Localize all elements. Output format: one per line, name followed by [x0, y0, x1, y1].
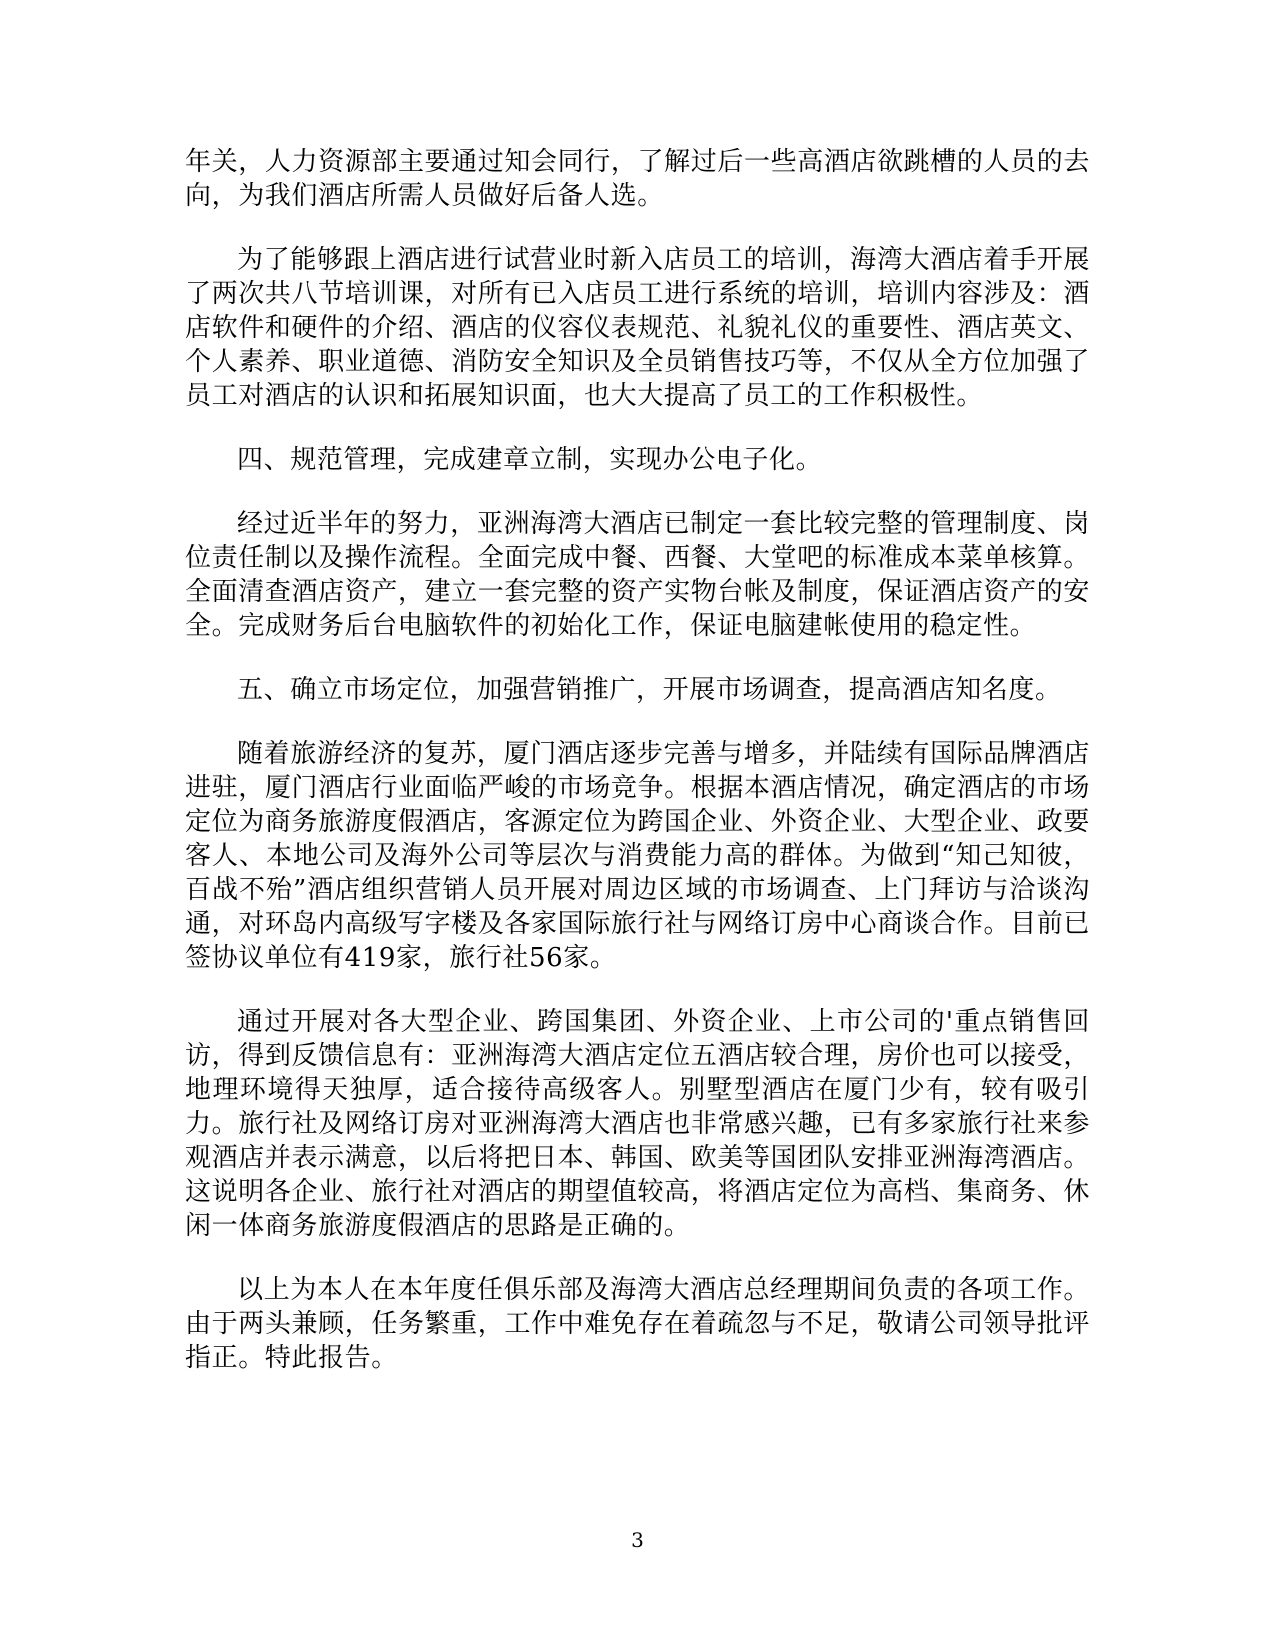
section-heading-4: 四、规范管理，完成建章立制，实现办公电子化。	[237, 445, 823, 475]
section-heading-5: 五、确立市场定位，加强营销推广，开展市场调查，提高酒店知名度。	[237, 675, 1062, 705]
paragraph-4: 随着旅游经济的复苏，厦门酒店逐步完善与增多，并陆续有国际品牌酒店进驻，厦门酒店行业面临严峻的市场竞争。根据本酒店情况，确定酒店的市场定位为商务旅游度假酒店，客源定位为跨国企业、外资企业、大型企业、政要客人、本地公司及海外公司等层次与消费能力高的群体。为做到“知己知彼，百战不殆”酒店组织营销人员开展对周边区域的市场调查、上门拜访与洽谈沟通，对环岛内高级写字楼及各家国际旅行社与网络订房中心商谈合作。目前已签协议单位有419家，旅行社56家。	[185, 739, 1090, 973]
page-number: 3	[631, 1528, 644, 1552]
paragraph-1: 年关，人力资源部主要通过知会同行，了解过后一些高酒店欲跳槽的人员的去向，为我们酒店所需人员做好后备人选。	[185, 147, 1090, 211]
paragraph-5: 通过开展对各大型企业、跨国集团、外资企业、上市公司的'重点销售回访，得到反馈信息有：亚洲海湾大酒店定位五酒店较合理，房价也可以接受，地理环境得天独厚，适合接待高级客人。别墅型酒店在厦门少有，较有吸引力。旅行社及网络订房对亚洲海湾大酒店也非常感兴趣，已有多家旅行社来参观酒店并表示满意，以后将把日本、韩国、欧美等国团队安排亚洲海湾酒店。这说明各企业、旅行社对酒店的期望值较高，将酒店定位为高档、集商务、休闲一体商务旅游度假酒店的思路是正确的。	[185, 1007, 1090, 1241]
paragraph-2: 为了能够跟上酒店进行试营业时新入店员工的培训，海湾大酒店着手开展了两次共八节培训课，对所有已入店员工进行系统的培训，培训内容涉及：酒店软件和硬件的介绍、酒店的仪容仪表规范、礼貌礼仪的重要性、酒店英文、个人素养、职业道德、消防安全知识及全员销售技巧等，不仅从全方位加强了员工对酒店的认识和拓展知识面，也大大提高了员工的工作积极性。	[185, 245, 1090, 411]
paragraph-3: 经过近半年的努力，亚洲海湾大酒店已制定一套比较完整的管理制度、岗位责任制以及操作流程。全面完成中餐、西餐、大堂吧的标准成本菜单核算。全面清查酒店资产，建立一套完整的资产实物台帐及制度，保证酒店资产的安全。完成财务后台电脑软件的初始化工作，保证电脑建帐使用的稳定性。	[185, 509, 1090, 641]
document-body	[185, 145, 1090, 1405]
paragraph-6: 以上为本人在本年度任俱乐部及海湾大酒店总经理期间负责的各项工作。由于两头兼顾，任务繁重，工作中难免存在着疏忽与不足，敬请公司领导批评指正。特此报告。	[185, 1275, 1090, 1373]
